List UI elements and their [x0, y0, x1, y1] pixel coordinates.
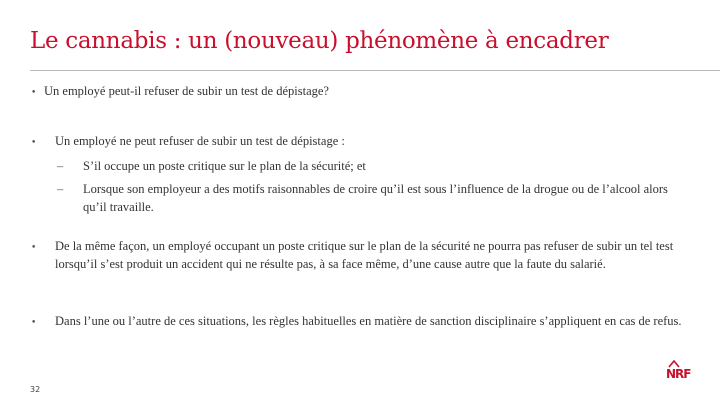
bullet-text: Un employé peut-il refuser de subir un test de dépistage?	[44, 84, 329, 98]
bullet-marker: •	[31, 318, 37, 328]
bullet-item	[44, 82, 684, 100]
page-number: 32	[30, 385, 41, 394]
sub-bullet-text: S’il occupe un poste critique sur le plan de la sécurité; et	[83, 159, 366, 173]
bullet-marker: •	[31, 138, 37, 148]
slide-title: Le cannabis : un (nouveau) phénomène à encadrer	[30, 28, 609, 54]
sub-bullet-item	[83, 157, 683, 175]
sub-bullet-item	[83, 180, 683, 216]
title-divider	[30, 70, 720, 71]
bullet-marker: •	[31, 243, 37, 253]
bullet-text: De la même façon, un employé occupant un poste critique sur le plan de la sécurité ne pourra pas refuser de subir un tel test lorsqu’il s’est produit un accident qui ne résulte pas, à sa face même, d’une cause autre que la faute du salarié.	[55, 239, 674, 271]
bullet-item	[55, 132, 685, 150]
dash-marker: –	[57, 182, 64, 196]
dash-marker: –	[57, 159, 64, 173]
bullet-item	[55, 237, 685, 273]
logo-text: NRF	[666, 367, 691, 381]
bullet-marker: •	[31, 88, 37, 98]
sub-bullet-text: Lorsque son employeur a des motifs raisonnables de croire qu’il est sous l’influence de la drogue ou de l’alcool alors qu’il travaille.	[83, 182, 668, 214]
bullet-text: Dans l’une ou l’autre de ces situations, les règles habituelles en matière de sanction disciplinaire s’appliquent en cas de refus.	[55, 314, 682, 328]
bullet-text: Un employé ne peut refuser de subir un test de dépistage :	[55, 134, 345, 148]
bullet-item	[55, 312, 685, 330]
